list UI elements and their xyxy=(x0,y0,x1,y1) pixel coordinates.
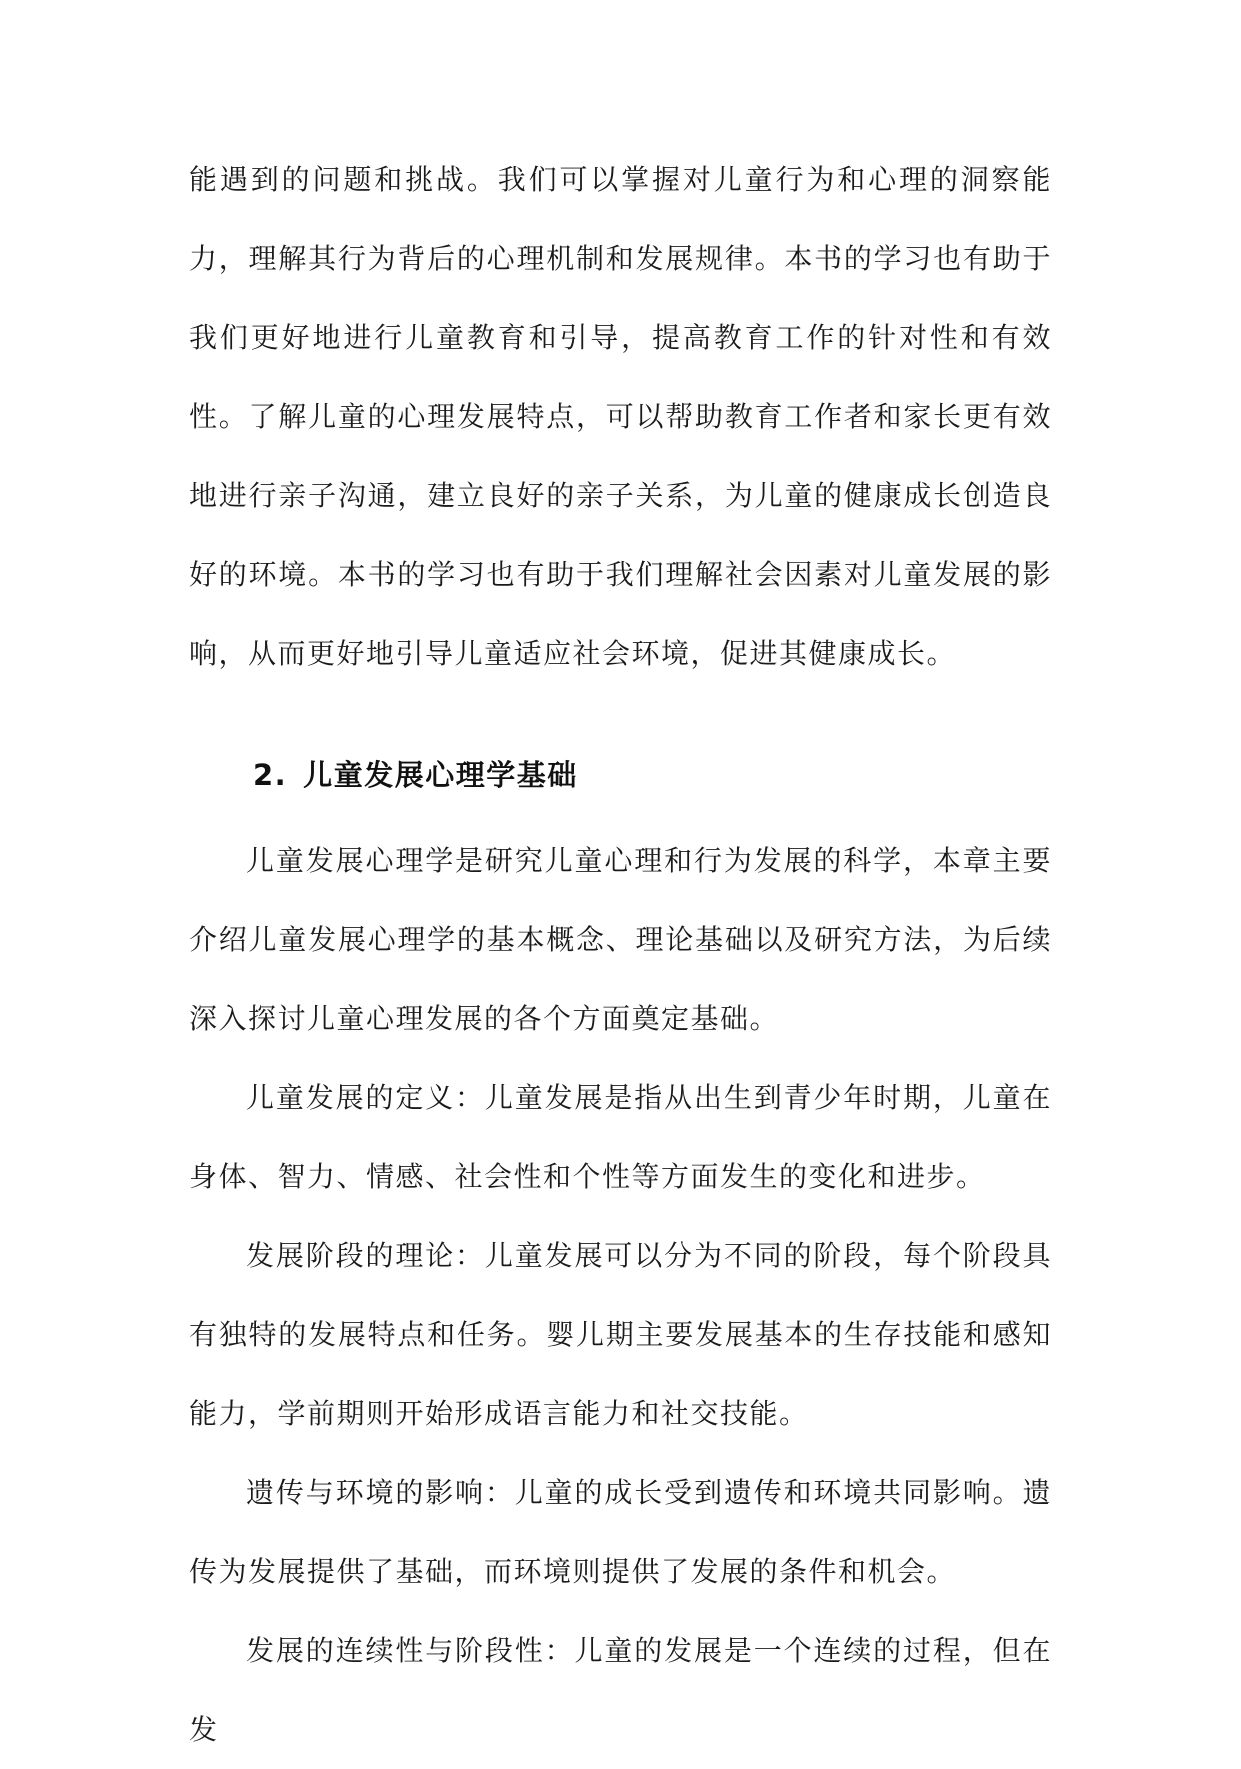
paragraph-heredity-environment: 遗传与环境的影响：儿童的成长受到遗传和环境共同影响。遗传为发展提供了基础，而环境则提供了发展的条件和机会。 xyxy=(189,1476,1052,1588)
paragraph-overview: 儿童发展心理学是研究儿童心理和行为发展的科学，本章主要介绍儿童发展心理学的基本概念、理论基础以及研究方法，为后续深入探讨儿童心理发展的各个方面奠定基础。 xyxy=(189,844,1052,1035)
section-title: 儿童发展心理学基础 xyxy=(303,758,578,792)
paragraph-definition: 儿童发展的定义：儿童发展是指从出生到青少年时期，儿童在身体、智力、情感、社会性和个性等方面发生的变化和进步。 xyxy=(189,1081,1052,1193)
intro-paragraph: 能遇到的问题和挑战。我们可以掌握对儿童行为和心理的洞察能力，理解其行为背后的心理机制和发展规律。本书的学习也有助于我们更好地进行儿童教育和引导，提高教育工作的针对性和有效性。了解儿童的心理发展特点，可以帮助教育工作者和家长更有效地进行亲子沟通，建立良好的亲子关系，为儿童的健康成长创造良好的环境。本书的学习也有助于我们理解社会因素对儿童发展的影响，从而更好地引导儿童适应社会环境，促进其健康成长。 xyxy=(189,163,1052,670)
paragraph-stages: 发展阶段的理论：儿童发展可以分为不同的阶段，每个阶段具有独特的发展特点和任务。婴儿期主要发展基本的生存技能和感知能力，学前期则开始形成语言能力和社交技能。 xyxy=(189,1239,1052,1430)
section-number: 2. xyxy=(253,758,288,792)
paragraph-continuity: 发展的连续性与阶段性：儿童的发展是一个连续的过程，但在发 xyxy=(189,1634,1052,1746)
document-body xyxy=(189,140,1052,1769)
section-heading xyxy=(189,693,1052,821)
